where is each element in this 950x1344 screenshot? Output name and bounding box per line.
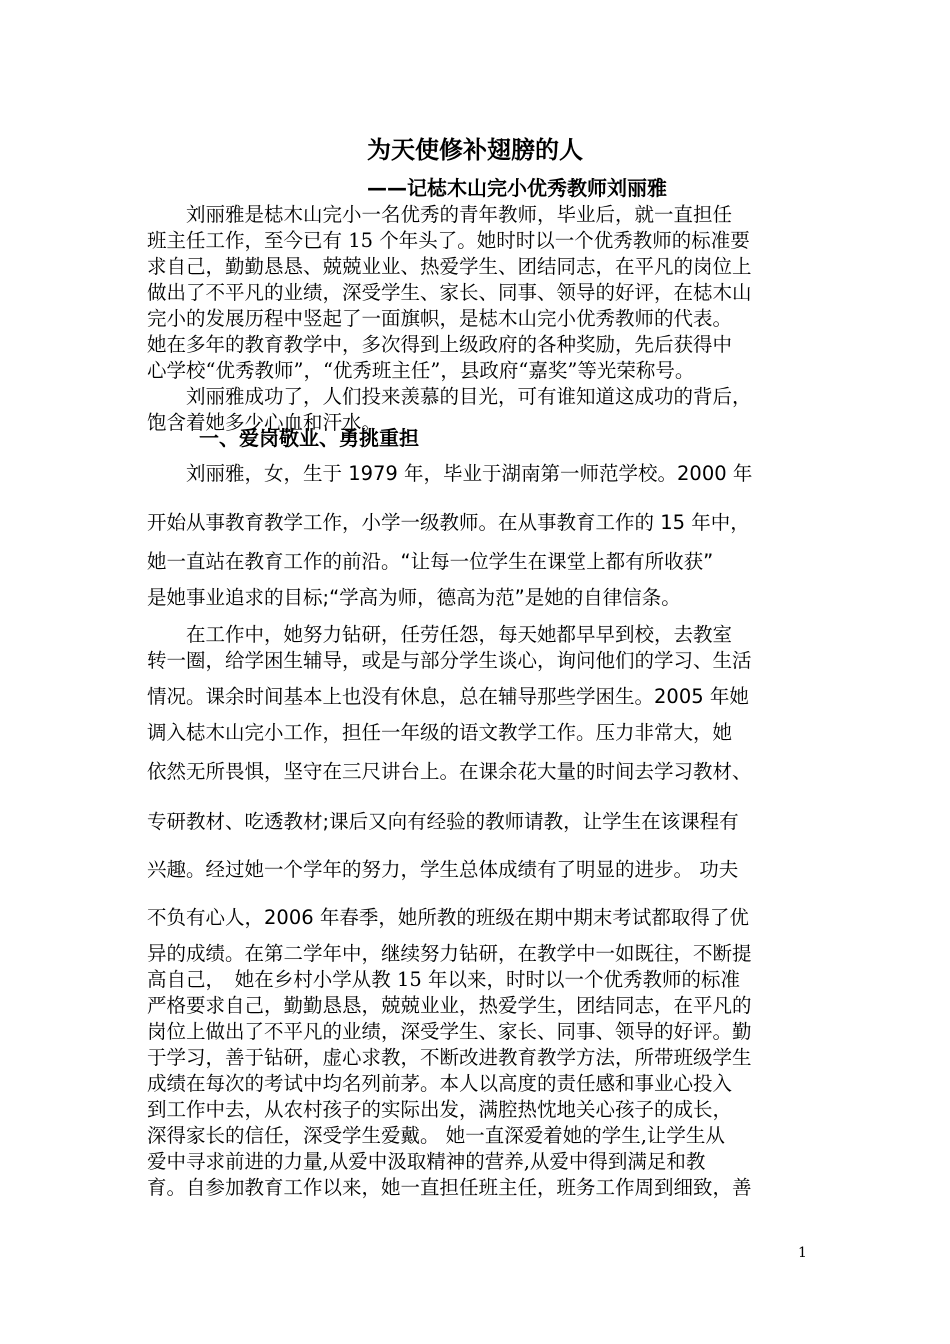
paragraph-line: 做出了不平凡的业绩，深受学生、家长、同事、领导的好评，在梽木山 (147, 281, 752, 304)
paragraph-line: 刘丽雅是梽木山完小一名优秀的青年教师，毕业后，就一直担任 (147, 203, 733, 226)
paragraph-line: 饱含着她多少心血和汗水。 (147, 411, 382, 434)
paragraph-line: 是她事业追求的目标;“学高为师，德高为范”是她的自律信条。 (147, 586, 681, 609)
paragraph-line: 转一圈，给学困生辅导，或是与部分学生谈心，询问他们的学习、生活 (147, 649, 752, 672)
paragraph-line: 在工作中，她努力钻研，任劳任怨，每天她都早早到校，去教室 (147, 623, 733, 646)
paragraph-line: 调入梽木山完小工作，担任一年级的语文教学工作。压力非常大，她 (147, 721, 733, 744)
paragraph-line: 爱中寻求前进的力量,从爱中汲取精神的营养,从爱中得到满足和教 (147, 1150, 706, 1173)
paragraph-line: 专研教材、吃透教材;课后又向有经验的教师请教，让学生在该课程有 (147, 810, 739, 833)
paragraph-line: 成绩在每次的考试中均名列前茅。本人以高度的责任感和事业心投入 (147, 1072, 733, 1095)
document-subtitle: ——记梽木山完小优秀教师刘丽雅 (367, 176, 667, 200)
paragraph-line: 依然无所畏惧，坚守在三尺讲台上。在课余花大量的时间去学习教材、 (147, 760, 752, 783)
paragraph-line: 刘丽雅成功了，人们投来羡慕的目光，可有谁知道这成功的背后， (147, 385, 752, 408)
paragraph-line: 兴趣。经过她一个学年的努力，学生总体成绩有了明显的进步。 功夫 (147, 858, 739, 881)
paragraph-line: 到工作中去，从农村孩子的实际出发，满腔热忱地关心孩子的成长， (147, 1098, 733, 1121)
paragraph-line: 异的成绩。在第二学年中，继续努力钻研，在教学中一如既往，不断提 (147, 942, 752, 965)
paragraph-line: 于学习，善于钻研，虚心求教，不断改进教育教学方法，所带班级学生 (147, 1046, 752, 1069)
paragraph-line: 开始从事教育教学工作，小学一级教师。在从事教育工作的 15 年中， (147, 511, 750, 534)
paragraph-line: 完小的发展历程中竖起了一面旗帜，是梽木山完小优秀教师的代表。 (147, 307, 733, 330)
paragraph-line: 刘丽雅，女，生于 1979 年，毕业于湖南第一师范学校。2000 年 (147, 462, 753, 485)
paragraph-line: 她一直站在教育工作的前沿。“让每一位学生在课堂上都有所收获” (147, 550, 714, 573)
paragraph-line: 不负有心人，2006 年春季，她所教的班级在期中期末考试都取得了优 (147, 906, 749, 929)
paragraph-line: 岗位上做出了不平凡的业绩，深受学生、家长、同事、领导的好评。勤 (147, 1020, 752, 1043)
paragraph-line: 高自己， 她在乡村小学从教 15 年以来，时时以一个优秀教师的标准 (147, 968, 740, 991)
page-number: 1 (798, 1245, 807, 1261)
paragraph-line: 求自己，勤勤恳恳、兢兢业业、热爱学生、团结同志，在平凡的岗位上 (147, 255, 752, 278)
document-title: 为天使修补翅膀的人 (367, 136, 583, 164)
paragraph-line: 她在多年的教育教学中，多次得到上级政府的各种奖励，先后获得中 (147, 333, 733, 356)
paragraph-line: 深得家长的信任，深受学生爱戴。 她一直深爱着她的学生,让学生从 (147, 1124, 725, 1147)
paragraph-line: 严格要求自己，勤勤恳恳，兢兢业业，热爱学生，团结同志，在平凡的 (147, 994, 752, 1017)
paragraph-line: 班主任工作，至今已有 15 个年头了。她时时以一个优秀教师的标准要 (147, 229, 750, 252)
section-heading: 一、爱岗敬业、勇挑重担 (199, 426, 419, 450)
paragraph-line: 情况。课余时间基本上也没有休息，总在辅导那些学困生。2005 年她 (147, 685, 749, 708)
paragraph-line: 心学校“优秀教师”，“优秀班主任”，县政府“嘉奖”等光荣称号。 (147, 359, 695, 382)
paragraph-line: 育。自参加教育工作以来，她一直担任班主任，班务工作周到细致，善 (147, 1176, 752, 1199)
